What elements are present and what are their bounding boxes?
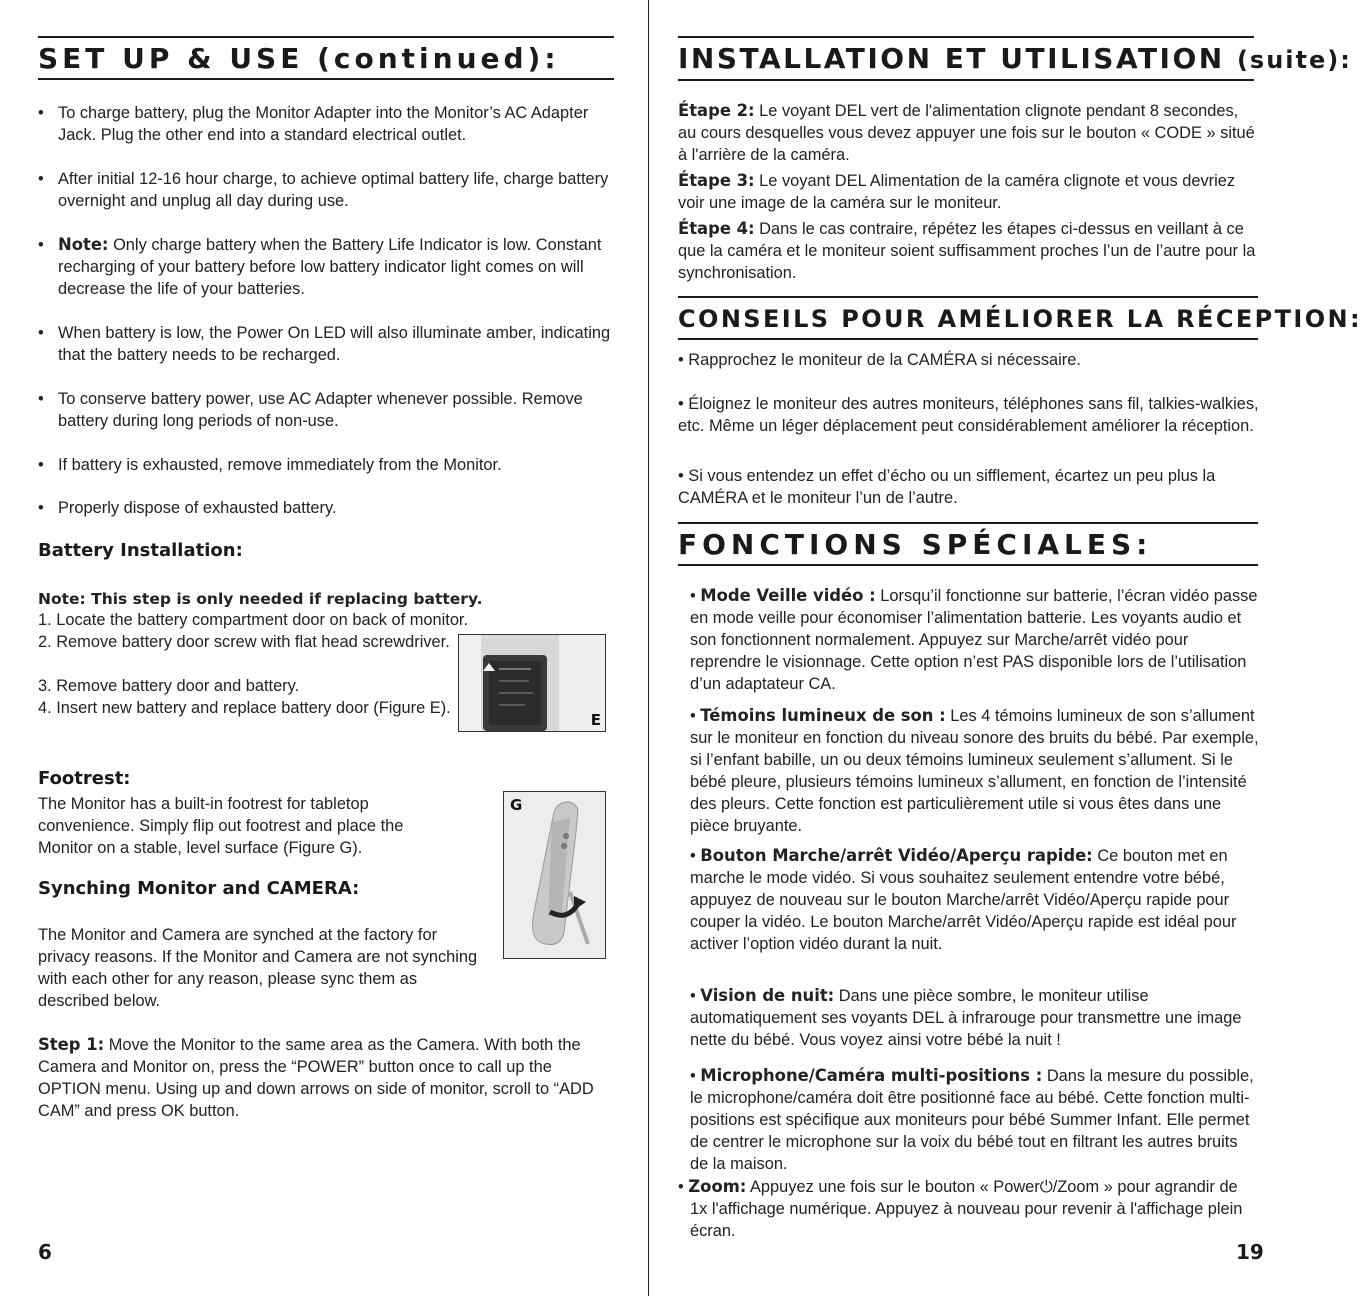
fonction-item: • Vision de nuit: Dans une pièce sombre, le moniteur utilise automatiquement ses voyants DEL à infrarouge pour transmettre une image nette du bébé. Vous voyez ainsi votre bébé la nuit ! [690,986,1242,1049]
bullet-item: • When battery is low, the Power On LED will also illuminate amber, indicating that the battery needs to be recharged. [38,324,611,364]
conseil-item: • Éloignez le moniteur des autres moniteurs, téléphones sans fil, talkies-walkies, etc. Même un léger déplacement peut considérablement améliorer la réception. [678,395,1259,435]
left-page [0,0,648,1296]
battery-step: 2. Remove battery door screw with flat head screwdriver. [38,633,450,651]
zoom-item: • Zoom: Appuyez une fois sur le bouton « Power⏻/Zoom » pour agrandir de 1x l'affichage numérique. Appuyez à nouveau pour revenir à l'affichage plein écran. [678,1177,1243,1240]
figure-e-image [458,634,606,732]
battery-step: 3. Remove battery door and battery. [38,677,300,695]
bullet-item: • Properly dispose of exhausted battery. [38,499,337,517]
figure-e-label: E [590,711,601,729]
step-3: Étape 3: Le voyant DEL Alimentation de la caméra clignote et vous devriez voir une image de la caméra sur le moniteur. [678,171,1236,212]
fonction-item: • Témoins lumineux de son : Les 4 témoins lumineux de son s’allument sur le moniteur en fonction du niveau sonore des bruits du bébé. Par exemple, si l’enfant babille, un ou deux témoins lumineux seulement s’allument. Si le bébé pleure, plusieurs témoins lumineux s’allument, en fonction de l’intensité des pleurs. Cette fonction est particulièrement utile si vous êtes dans une pièce bruyante. [690,706,1259,835]
figure-g-label: G [510,796,523,814]
bullet-item: • If battery is exhausted, remove immediately from the Monitor. [38,456,502,474]
power-icon: ⏻ [1039,1178,1053,1196]
battery-step: 1. Locate the battery compartment door on back of monitor. [38,611,469,629]
conseil-item: • Rapprochez le moniteur de la CAMÉRA si nécessaire. [678,351,1081,369]
battery-note: Note: This step is only needed if replacing battery. [38,590,483,608]
battery-step: 4. Insert new battery and replace battery door (Figure E). [38,699,451,717]
fonction-item: • Microphone/Caméra multi-positions : Dans la mesure du possible, le microphone/caméra doit être positionné face au bébé. Cette fonction multi-positions est spécifique aux moniteurs pour bébé Summer Infant. Elle permet de centrer le microphone sur la voix du bébé tout en filtrant les autres bruits de la maison. [690,1066,1254,1173]
conseil-item: • Si vous entendez un effet d’écho ou un sifflement, écartez un peu plus la CAMÉRA et le moniteur l’un de l’autre. [678,467,1216,507]
bullet-item: • To charge battery, plug the Monitor Adapter into the Monitor’s AC Adapter Jack. Plug the other end into a standard electrical outlet. [38,104,589,144]
bullet-item: • Note: Only charge battery when the Battery Life Indicator is low. Constant recharging of your battery before low battery indicator light comes on will decrease the life of your batteries. [38,235,602,298]
figure-g-image [503,791,606,959]
footrest-heading: Footrest: [38,768,131,789]
battery-heading: Battery Installation: [38,540,243,561]
page-number: 6 [38,1240,52,1264]
fonctions-heading: FONCTIONS SPÉCIALES: [678,522,1258,566]
page-heading: INSTALLATION ET UTILISATION (suite): [678,36,1254,81]
bullet-item: • To conserve battery power, use AC Adapter whenever possible. Remove battery during long periods of non-use. [38,390,583,430]
conseils-heading: CONSEILS POUR AMÉLIORER LA RÉCEPTION: [678,296,1258,340]
step-4: Étape 4: Dans le cas contraire, répétez les étapes ci-dessus en veillant à ce que la caméra et le moniteur soient suffisamment proches l’un de l’autre pour la synchronisation. [678,219,1256,282]
synch-text: The Monitor and Camera are synched at the factory for privacy reasons. If the Monitor and Camera are not synching with each other for any reason, please sync them as described below. [38,926,478,1010]
fonction-item: • Mode Veille vidéo : Lorsqu’il fonctionne sur batterie, l’écran vidéo passe en mode veille pour économiser l’alimentation batterie. Les voyants audio et son fonctionnent normalement. Appuyez sur Marche/arrêt vidéo pour reprendre le visionnage. Cette option n’est PAS disponible lors de l’utilisation d’un adaptateur CA. [690,586,1258,693]
step-1: Step 1: Move the Monitor to the same area as the Camera. With both the Camera and Monitor on, press the “POWER” button once to call up the OPTION menu. Using up and down arrows on side of monitor, scroll to “ADD CAM” and press OK button. [38,1035,594,1120]
footrest-text: The Monitor has a built-in footrest for tabletop convenience. Simply flip out footrest and place the Monitor on a stable, level surface (Figure G). [38,795,404,857]
right-page [648,0,1362,1296]
monitor-footrest-photo [504,792,605,958]
fonction-item: • Bouton Marche/arrêt Vidéo/Aperçu rapide: Ce bouton met en marche le mode vidéo. Si vous souhaitez seulement entendre votre bébé, appuyez de nouveau sur le bouton Marche/arrêt Vidéo/Aperçu rapide pour couper la vidéo. Le bouton Marche/arrêt Vidéo/Aperçu rapide est idéal pour activer l’option vidéo durant la nuit. [690,846,1237,953]
step-2: Étape 2: Le voyant DEL vert de l'alimentation clignote pendant 8 secondes, au cours desquelles vous devez appuyer une fois sur le bouton « CODE » situé à l'arrière de la caméra. [678,101,1255,164]
synch-heading: Synching Monitor and CAMERA: [38,878,360,899]
page-number: 19 [1236,1240,1264,1264]
battery-photo [459,635,605,731]
bullet-item: • After initial 12-16 hour charge, to achieve optimal battery life, charge battery overnight and unplug all day during use. [38,170,609,210]
page-heading: SET UP & USE (continued): [38,36,614,80]
